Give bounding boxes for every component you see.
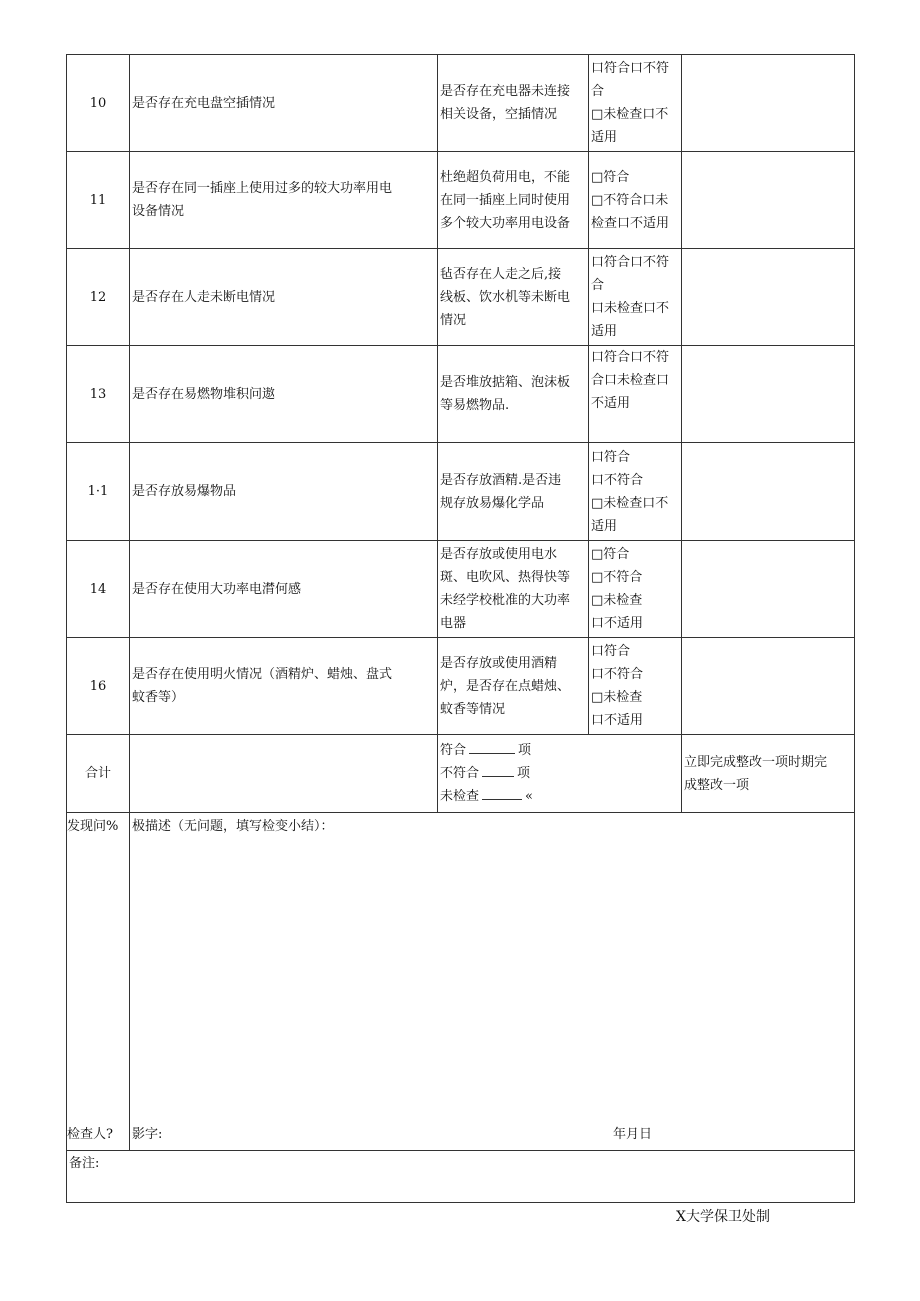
result-line: 合口未检查口 <box>591 373 670 388</box>
remark-cell[interactable] <box>682 541 855 638</box>
check-standard <box>438 346 589 443</box>
result-line: 口符合 <box>591 449 631 465</box>
standard-line: 是否存放或使用电水 <box>440 547 558 562</box>
unchecked-count[interactable] <box>440 785 679 808</box>
check-item-line: 设备情况 <box>132 204 185 219</box>
standard-line: 情况 <box>440 312 467 328</box>
findings-side-label <box>67 813 130 1151</box>
conform-count[interactable] <box>440 739 679 762</box>
check-standard <box>438 541 589 638</box>
result-line: 适用 <box>591 130 618 145</box>
check-item <box>130 55 438 152</box>
check-item-line: 是否存放易爆物品 <box>132 484 237 499</box>
result-line: □未检查口不 <box>591 107 669 122</box>
result-line: 适用 <box>591 518 618 534</box>
result-line: 口不符合 <box>591 472 644 488</box>
result-line: 口不适用 <box>591 713 644 728</box>
table-row <box>67 346 855 443</box>
check-result[interactable] <box>589 55 682 152</box>
check-standard <box>438 152 589 249</box>
row-number: 10 <box>67 55 130 152</box>
check-item <box>130 152 438 249</box>
row-number: 12 <box>67 249 130 346</box>
nonconform-label: 不符合 <box>440 766 480 781</box>
result-line: 检查口不适用 <box>591 215 670 231</box>
result-line: 口未检查口不 <box>591 301 670 316</box>
result-line: □未检查 <box>591 690 643 705</box>
inspection-table <box>66 54 855 1203</box>
check-item <box>130 346 438 443</box>
row-number: 11 <box>67 152 130 249</box>
nonconform-count[interactable] <box>440 762 679 785</box>
remark-cell[interactable] <box>682 55 855 152</box>
check-item <box>130 541 438 638</box>
check-result[interactable] <box>589 346 682 443</box>
result-line: □不符合口未 <box>591 192 669 208</box>
standard-line: 未经学校枇准的大功率 <box>440 593 571 608</box>
remarks-area[interactable] <box>67 1151 855 1203</box>
standard-line: 相关设备，空插情况 <box>440 107 558 122</box>
table-row <box>67 249 855 346</box>
nonconform-blank[interactable] <box>482 763 514 777</box>
table-row <box>67 152 855 249</box>
table-body <box>67 55 855 1203</box>
check-result[interactable] <box>589 443 682 541</box>
standard-line: 等易燃物品. <box>440 398 510 413</box>
result-line: 口符合口不符 <box>591 255 670 270</box>
check-result[interactable] <box>589 541 682 638</box>
result-line: 适用 <box>591 324 618 339</box>
standard-line: 杜绝超负荷用电，不能 <box>440 169 571 185</box>
check-item <box>130 249 438 346</box>
rectify-line: 成整改一项 <box>684 777 750 793</box>
check-item-line: 是否存在人走未断电情况 <box>132 289 276 305</box>
result-line: □未检查 <box>591 593 643 608</box>
standard-line: 在同一插座上同时使用 <box>440 192 571 208</box>
check-result[interactable] <box>589 152 682 249</box>
summary-label: 合计 <box>67 735 130 813</box>
result-line: □符合 <box>591 547 630 562</box>
check-standard <box>438 55 589 152</box>
check-item-line: 是否存在充电盘空插情况 <box>132 95 276 111</box>
remarks-label: 备注: <box>69 1156 100 1171</box>
findings-area[interactable] <box>130 813 855 1151</box>
date-label: 年月日 <box>613 1127 653 1142</box>
result-line: 合 <box>591 84 605 99</box>
signature-label: 影字: <box>132 1127 163 1142</box>
rectify-line: 立即完成整改一项时期完 <box>684 754 828 770</box>
standard-line: 线板、饮水机等未断电 <box>440 289 571 305</box>
rectify-summary[interactable] <box>682 735 855 813</box>
conform-unit: 项 <box>518 743 532 758</box>
nonconform-unit: 项 <box>517 766 531 781</box>
inspector-label: 检查人? <box>67 1127 113 1142</box>
standard-line: 是否存在充电器未连接 <box>440 84 571 99</box>
check-item-line: 蚊香等） <box>132 690 185 705</box>
check-item-line: 是否存在易燃物堆积问遨 <box>132 386 276 402</box>
footer-credit: X大学保卫处制 <box>676 1209 770 1225</box>
unchecked-unit: « <box>525 789 533 804</box>
findings-row <box>67 813 855 1151</box>
check-standard <box>438 638 589 735</box>
standard-line: 多个较大功率用电设备 <box>440 215 571 231</box>
check-standard <box>438 443 589 541</box>
row-number: 14 <box>67 541 130 638</box>
result-line: 口符合 <box>591 644 631 659</box>
remarks-row <box>67 1151 855 1203</box>
check-item <box>130 638 438 735</box>
remark-cell[interactable] <box>682 443 855 541</box>
standard-line: 是否堆放掂箱、泡沫板 <box>440 375 571 390</box>
remark-cell[interactable] <box>682 152 855 249</box>
conform-label: 符合 <box>440 743 467 758</box>
row-number: 16 <box>67 638 130 735</box>
table-row <box>67 55 855 152</box>
result-line: □未检查口不 <box>591 495 669 511</box>
findings-prompt: 极描述（无问题，填写检变小结）： <box>132 819 334 834</box>
standard-line: 炉，是否存在点蜡烛、 <box>440 678 571 694</box>
check-result[interactable] <box>589 249 682 346</box>
findings-label: 发现问% <box>67 819 119 834</box>
remark-cell[interactable] <box>682 638 855 735</box>
result-line: 口符合口不符 <box>591 350 670 365</box>
result-line: 口不符合 <box>591 667 644 682</box>
result-line: 口不适用 <box>591 616 644 631</box>
standard-line: 蚊香等情况 <box>440 701 506 717</box>
table-row <box>67 638 855 735</box>
standard-line: 斑、电吹风、热得快等 <box>440 570 571 585</box>
table-row <box>67 541 855 638</box>
unchecked-label: 未检查 <box>440 789 480 804</box>
remark-cell[interactable] <box>682 346 855 443</box>
standard-line: 电器 <box>440 616 467 631</box>
standard-line: 毡否存在人走之后,接 <box>440 266 562 282</box>
summary-counts <box>438 735 682 813</box>
row-number: 13 <box>67 346 130 443</box>
result-line: □符合 <box>591 169 630 185</box>
check-item <box>130 443 438 541</box>
result-line: 合 <box>591 278 605 293</box>
check-item-line: 是否存在使用大功率电潸何感 <box>132 581 302 597</box>
result-line: □不符合 <box>591 570 643 585</box>
result-line: 口符合口不符 <box>591 61 670 76</box>
row-number: 1·1 <box>67 443 130 541</box>
unchecked-blank[interactable] <box>482 786 522 800</box>
check-standard <box>438 249 589 346</box>
remark-cell[interactable] <box>682 249 855 346</box>
table-row <box>67 443 855 541</box>
standard-line: 是否存放或使用酒精 <box>440 655 558 671</box>
standard-line: 是否存放酒精.是否违 <box>440 472 562 488</box>
summary-row <box>67 735 855 813</box>
check-item-line: 是否存在使用明火情况（酒精炉、蜡烛、盘式 <box>132 667 393 682</box>
check-result[interactable] <box>589 638 682 735</box>
standard-line: 规存放易爆化学品 <box>440 495 545 511</box>
summary-blank <box>130 735 438 813</box>
conform-blank[interactable] <box>469 740 515 754</box>
check-item-line: 是否存在同一插座上使用过多的较大功率用电 <box>132 181 393 196</box>
result-line: 不适用 <box>591 396 631 411</box>
